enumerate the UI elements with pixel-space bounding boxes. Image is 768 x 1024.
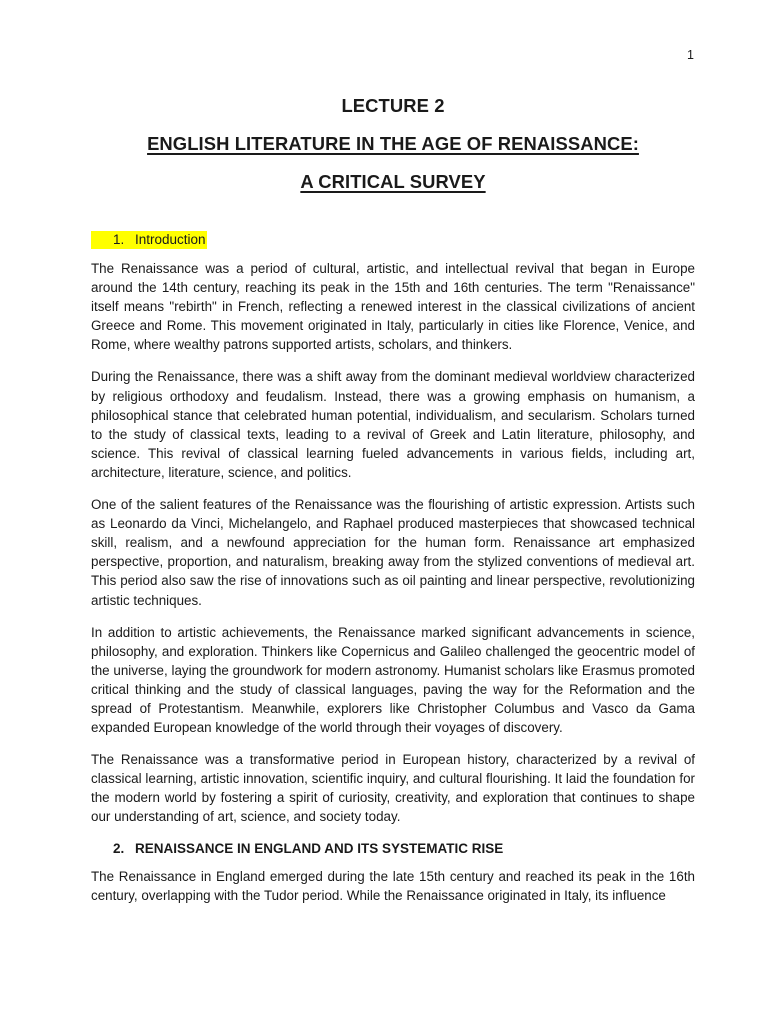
section-2-number: 2. <box>113 840 125 856</box>
highlight-mark <box>91 231 207 249</box>
paragraph: During the Renaissance, there was a shift away from the dominant medieval worldview characterized by religious orthodoxy and feudalism. Instead, there was a growing emphasis on humanism, a philosophical stance that celebrated human potential, individualism, and secularism. Scholars turned to the study of classical texts, leading to a revival of Greek and Latin literature, philosophy, and science. This revival of classical learning fueled advancements in various fields, including art, architecture, literature, science, and politics. <box>91 369 695 480</box>
page-number: 1 <box>687 48 694 62</box>
paragraph: In addition to artistic achievements, the Renaissance marked significant advancements in science, philosophy, and exploration. Thinkers like Copernicus and Galileo challenged the geocentric model of the universe, laying the groundwork for modern astronomy. Humanist scholars like Erasmus promoted critical thinking and the study of classical languages, paving the way for the Reformation and the spread of Protestantism. Meanwhile, explorers like Christopher Columbus and Vasco da Gama expanded European knowledge of the world through their voyages of discovery. <box>91 624 695 736</box>
paragraph: The Renaissance was a transformative period in European history, characterized by a revival of classical learning, artistic innovation, scientific inquiry, and cultural flourishing. It laid the foundation for the modern world by fostering a spirit of curiosity, creativity, and exploration that continues to shape our understanding of art, science, and society today. <box>91 752 695 825</box>
paragraph: The Renaissance was a period of cultural, artistic, and intellectual revival that began in Europe around the 14th century, reaching its peak in the 15th and 16th centuries. The term "Renaissance" itself means "rebirth" in French, reflecting a renewed interest in the classical civilizations of ancient Greece and Rome. This movement originated in Italy, particularly in cities like Florence, Venice, and Rome, where wealthy patrons supported artists, scholars, and thinkers. <box>91 261 695 353</box>
subtitle: A CRITICAL SURVEY <box>300 171 486 192</box>
main-title: ENGLISH LITERATURE IN THE AGE OF RENAISSANCE: <box>147 133 639 154</box>
section-1-title: Introduction <box>135 232 206 247</box>
page-content <box>91 94 695 918</box>
section-1-heading <box>91 231 695 249</box>
section-2-heading <box>91 840 695 858</box>
section-2-title: RENAISSANCE IN ENGLAND AND ITS SYSTEMATIC RISE <box>135 840 504 856</box>
paragraph: One of the salient features of the Renaissance was the flourishing of artistic expression. Artists such as Leonardo da Vinci, Michelangelo, and Raphael produced masterpieces that showcased technical skill, realism, and a newfound appreciation for the human form. Renaissance art emphasized perspective, proportion, and naturalism, breaking away from the stylized conventions of medieval art. This period also saw the rise of innovations such as oil painting and linear perspective, revolutionizing artistic techniques. <box>91 497 695 608</box>
lecture-title: LECTURE 2 <box>341 95 445 116</box>
section-1-number: 1. <box>113 232 125 247</box>
paragraph: The Renaissance in England emerged during the late 15th century and reached its peak in the 16th century, overlapping with the Tudor period. While the Renaissance originated in Italy, its influence <box>91 868 695 903</box>
